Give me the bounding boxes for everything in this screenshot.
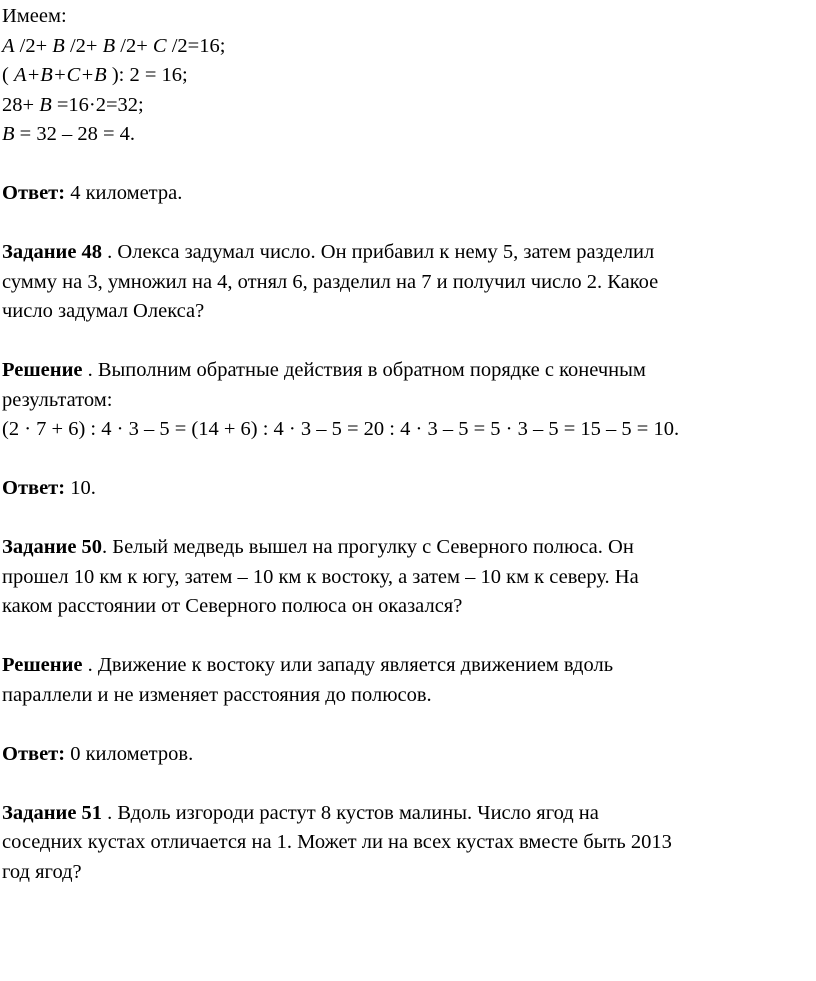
task-48-solution-line-1: Решение . Выполним обратные действия в обратном порядке с конечным — [2, 359, 646, 381]
task-50-solution-line-2: параллели и не изменяет расстояния до полюсов. — [2, 683, 432, 706]
intro-label: Имеем: — [2, 5, 67, 27]
task-48-solution-label: Решение — [2, 359, 83, 381]
task-50-label: Задание 50 — [2, 536, 103, 558]
task-51-line-2: соседних кустах отличается на 1. Может ли на всех кустах вместе быть 2013 — [2, 831, 672, 853]
task-51-line-3: год ягод? — [2, 860, 82, 883]
intro-answer: Ответ: 4 километра. — [2, 182, 183, 204]
task-48-line-1: Задание 48 . Олекса задумал число. Он прибавил к нему 5, затем разделил — [2, 241, 655, 263]
task-50-line-3: каком расстоянии от Северного полюса он оказался? — [2, 595, 463, 617]
task-50-answer: Ответ: 0 километров. — [2, 742, 194, 765]
equation-1: A /2+ B /2+ B /2+ C /2=16; — [2, 34, 226, 57]
task-51-line-1: Задание 51 . Вдоль изгороди растут 8 кустов малины. Число ягод на — [2, 801, 599, 824]
task-48-answer: Ответ: 10. — [2, 477, 96, 499]
equation-3: 28+ B =16·2=32; — [2, 93, 144, 116]
task-48-solution-line-3: (2 · 7 + 6) : 4 · 3 – 5 = (14 + 6) : 4 · 3 – 5 = 20 : 4 · 3 – 5 = 5 · 3 – 5 = 15 – 5 = 10. — [2, 418, 680, 440]
task-51-label: Задание 51 — [2, 801, 103, 824]
task-48-solution-line-2: результатом: — [2, 388, 113, 411]
task-50-solution-line-1: Решение . Движение к востоку или западу является движением вдоль — [2, 654, 614, 676]
task-48-label: Задание 48 — [2, 241, 103, 263]
task-50-line-1: Задание 50. Белый медведь вышел на прогулку с Северного полюса. Он — [2, 536, 634, 558]
equation-4: B = 32 – 28 = 4. — [2, 123, 136, 145]
task-50-line-2: прошел 10 км к югу, затем – 10 км к востоку, а затем – 10 км к северу. На — [2, 565, 639, 588]
task-50-solution-label: Решение — [2, 654, 83, 676]
equation-2: ( A+B+C+B ): 2 = 16; — [2, 64, 188, 86]
task-48-line-3: число задумал Олекса? — [2, 300, 205, 322]
task-48-line-2: сумму на 3, умножил на 4, отнял 6, разделил на 7 и получил число 2. Какое — [2, 270, 659, 293]
